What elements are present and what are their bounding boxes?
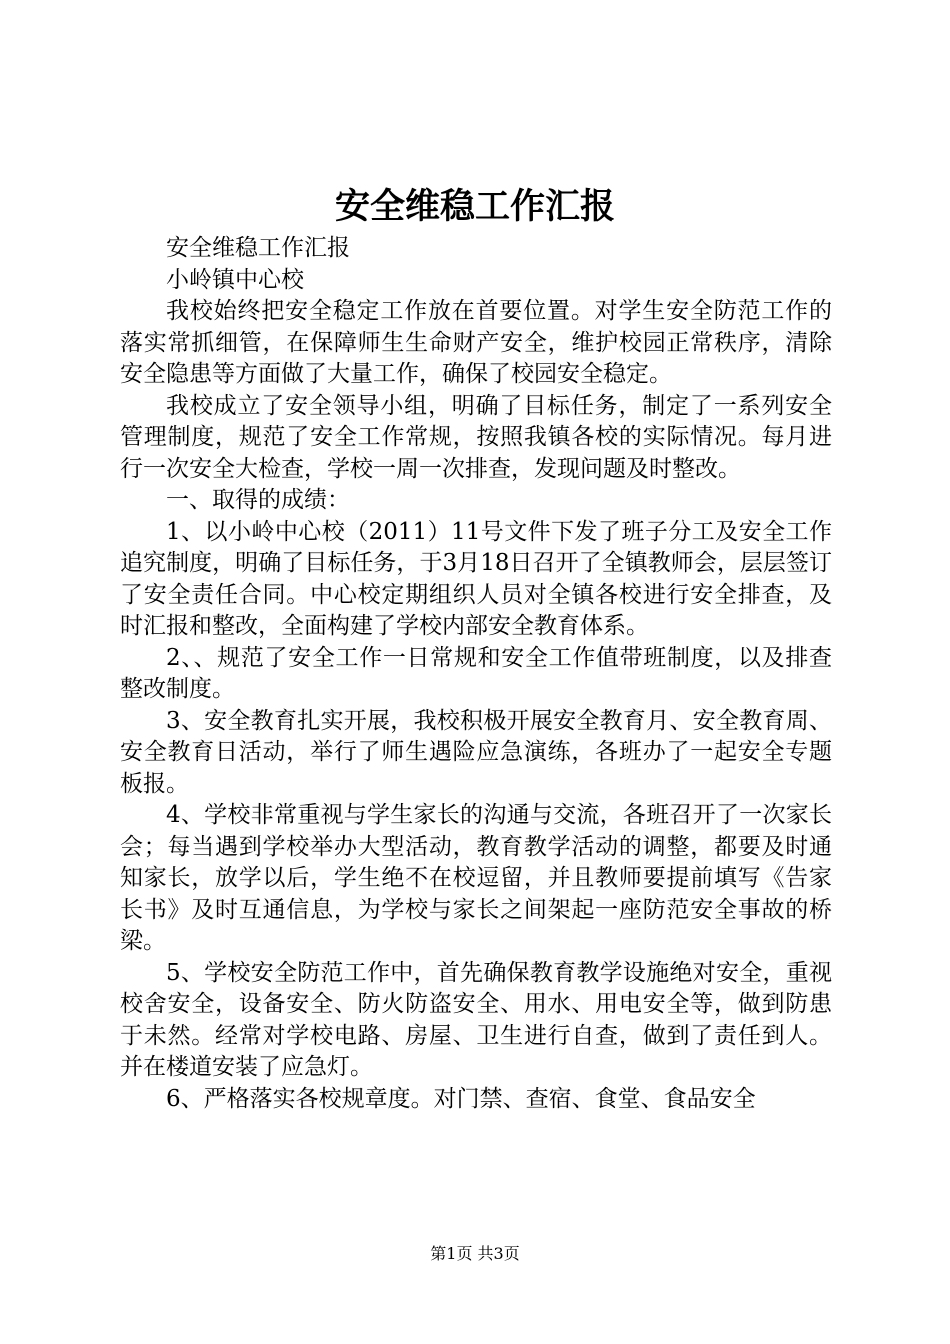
document-body: [120, 233, 832, 1115]
paragraph-item-1: 1、以小岭中心校（2011）11号文件下发了班子分工及安全工作追究制度，明确了目标任务，于3月18日召开了全镇教师会，层层签订了安全责任合同。中心校定期组织人员对全镇各校进行安全排查，及时汇报和整改，全面构建了学校内部安全教育体系。: [120, 518, 832, 639]
paragraph-section-heading: 一、取得的成绩：: [166, 487, 350, 513]
paragraph-item-4: 4、学校非常重视与学生家长的沟通与交流，各班召开了一次家长会；每当遇到学校举办大型活动，教育教学活动的调整，都要及时通知家长，放学以后，学生绝不在校逗留，并且教师要提前填写《告家长书》及时互通信息，为学校与家长之间架起一座防范安全事故的桥梁。: [120, 802, 832, 954]
paragraph-intro: 我校始终把安全稳定工作放在首要位置。对学生安全防范工作的落实常抓细管，在保障师生生命财产安全，维护校园正常秩序，清除安全隐患等方面做了大量工作，确保了校园安全稳定。: [120, 298, 832, 387]
document-title: 安全维稳工作汇报: [334, 186, 615, 227]
paragraph-item-6: 6、严格落实各校规章度。对门禁、查宿、食堂、食品安全: [166, 1085, 756, 1112]
paragraph-heading: 安全维稳工作汇报: [166, 235, 350, 261]
paragraph-item-2: 2、、规范了安全工作一日常规和安全工作值带班制度，以及排查整改制度。: [120, 644, 832, 702]
paragraph-item-5: 5、学校安全防范工作中，首先确保教育教学设施绝对安全，重视校舍安全，设备安全、防火防盗安全、用水、用电安全等，做到防患于未然。经常对学校电路、房屋、卫生进行自查，做到了责任到人。并在楼道安装了应急灯。: [120, 959, 832, 1080]
page-footer: 第1页 共3页: [430, 1244, 520, 1263]
paragraph-author: 小岭镇中心校: [166, 266, 304, 293]
paragraph-organization: 我校成立了安全领导小组，明确了目标任务，制定了一系列安全管理制度，规范了安全工作常规，按照我镇各校的实际情况。每月进行一次安全大检查，学校一周一次排查，发现问题及时整改。: [120, 392, 832, 482]
paragraph-item-3: 3、安全教育扎实开展，我校积极开展安全教育月、安全教育周、安全教育日活动，举行了师生遇险应急演练，各班办了一起安全专题板报。: [120, 707, 832, 797]
